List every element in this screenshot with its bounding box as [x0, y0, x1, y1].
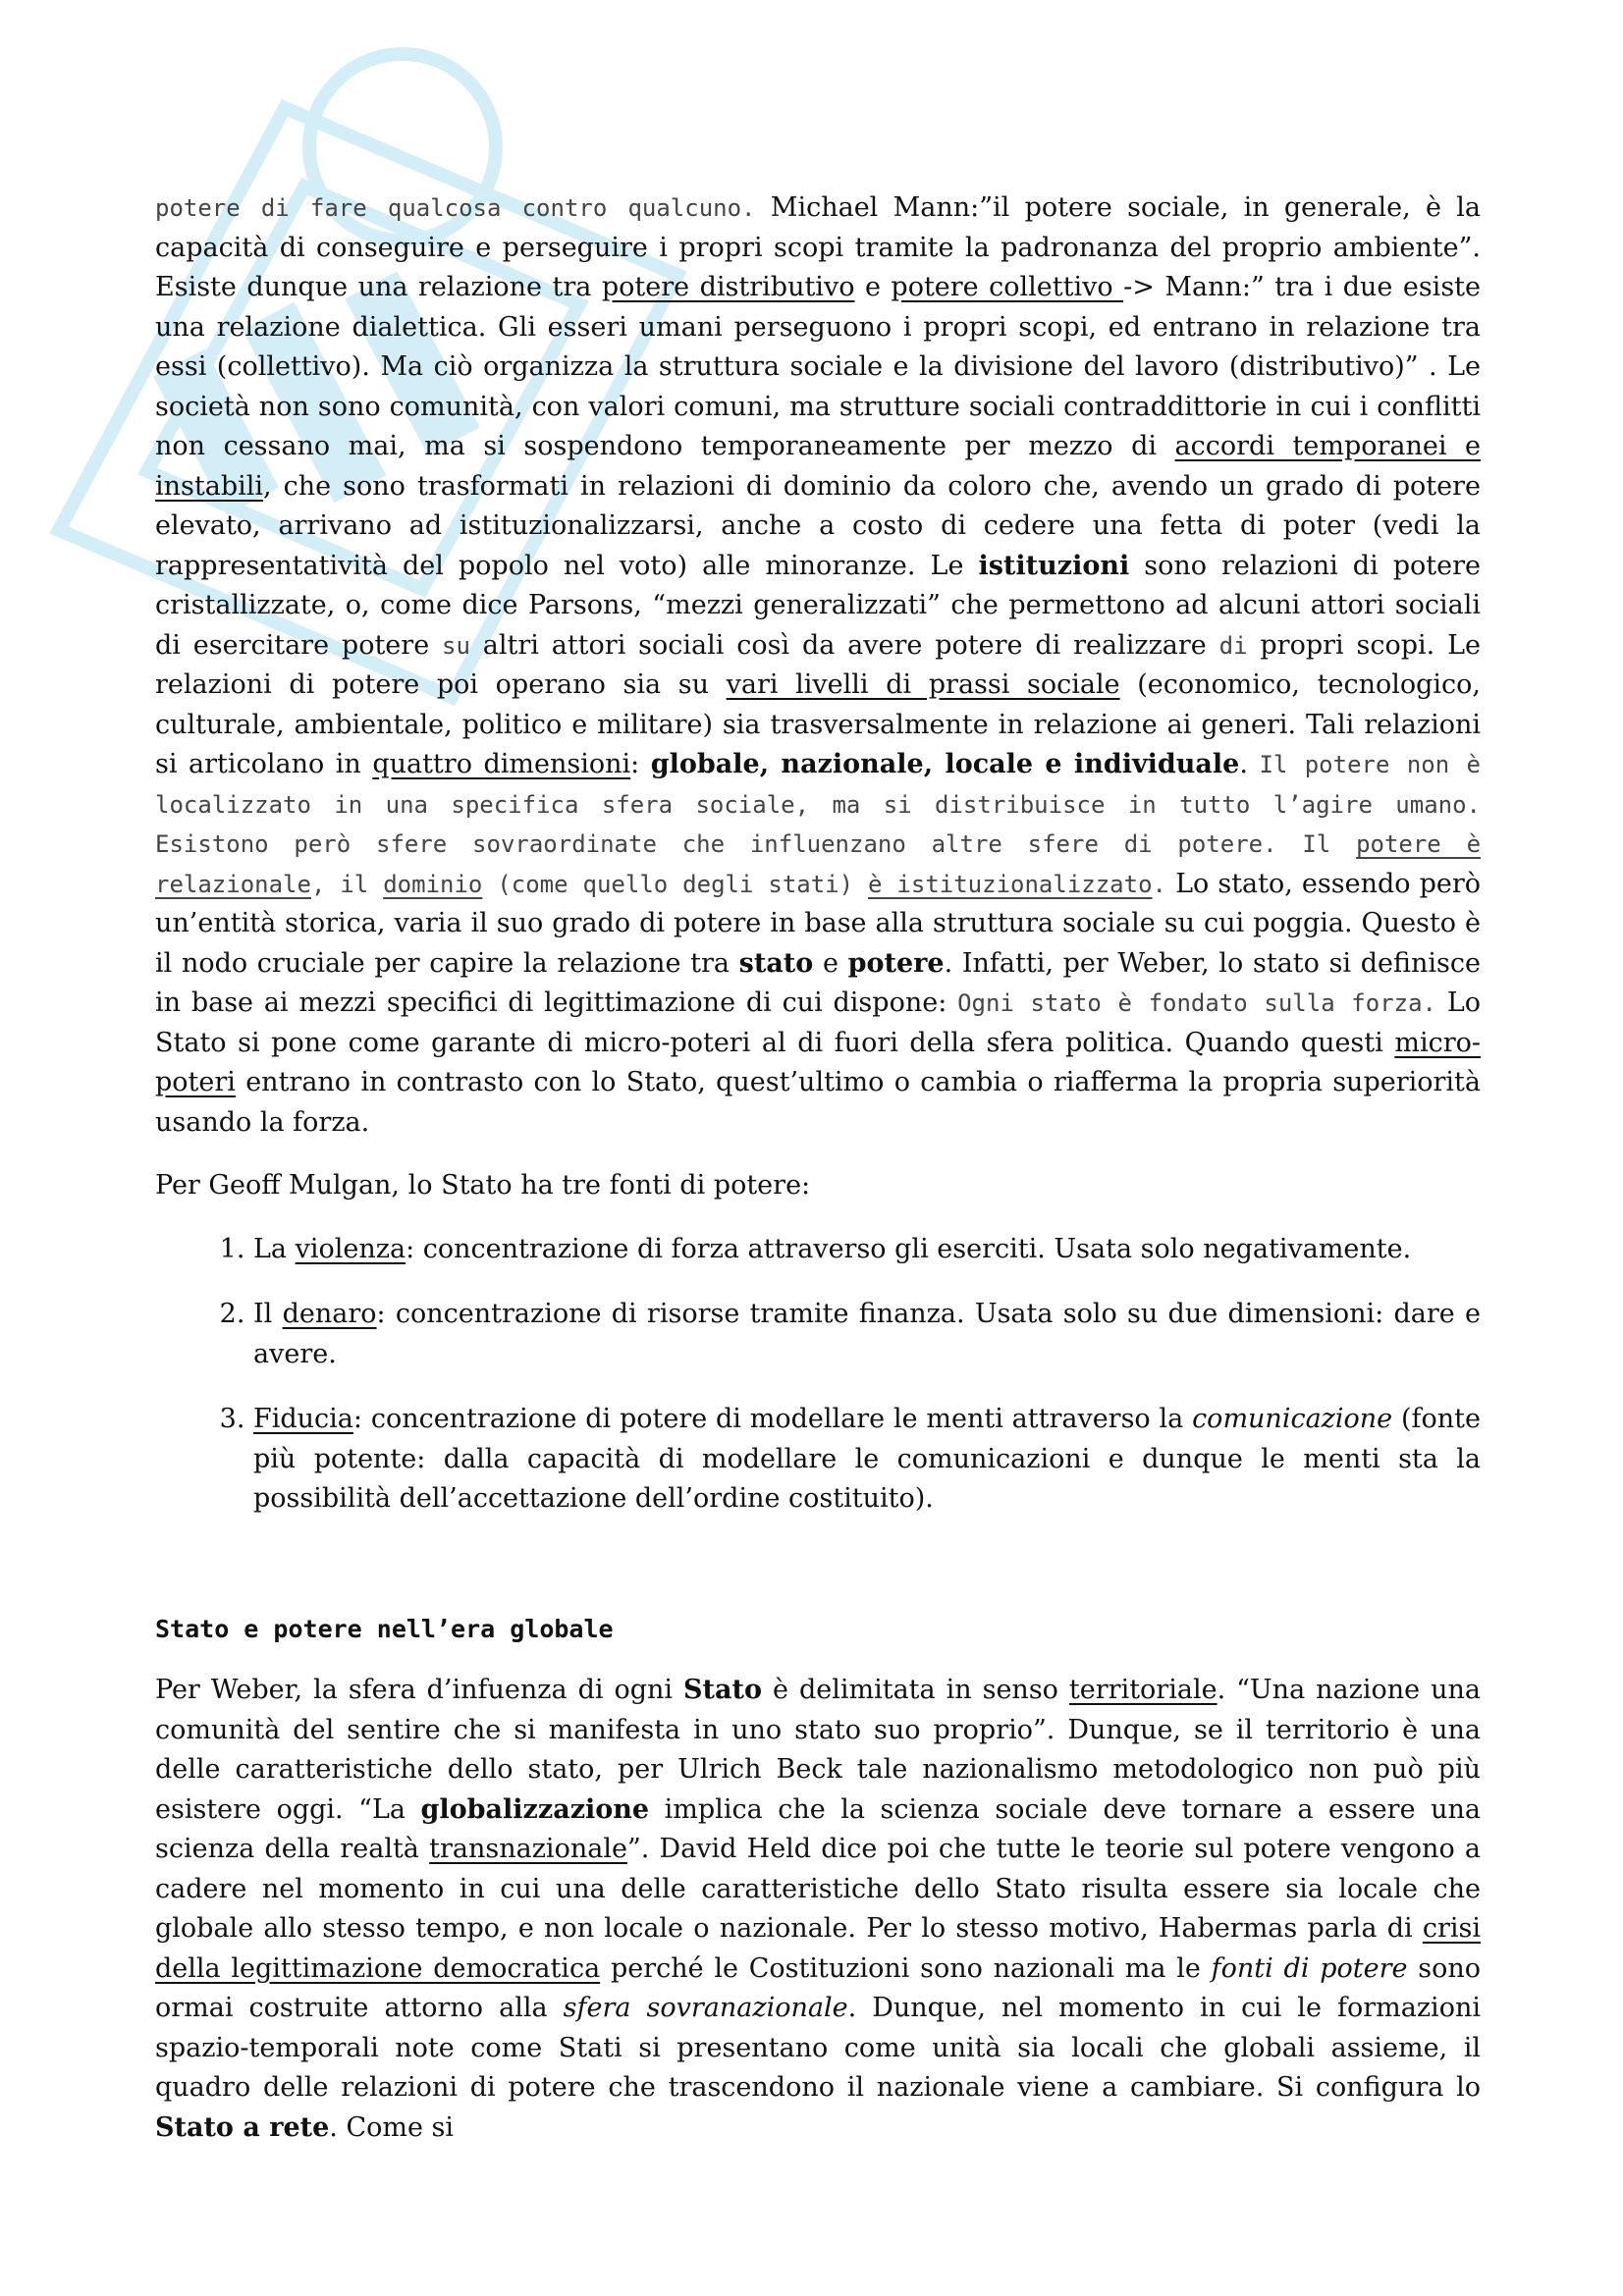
list-item: 2. Il denaro: concentrazione di risorse tramite finanza. Usata solo su due dimensioni: dare e avere.	[253, 1295, 1481, 1374]
list-item: 3. Fiducia: concentrazione di potere di modellare le menti attraverso la comunicazione (fonte più potente: dalla capacità di modellare le comunicazioni e dunque le menti sta la possibilità dell’accettazione dell’ordine costituito).	[253, 1400, 1481, 1520]
document-body	[155, 188, 1481, 2148]
paragraph-global-state: Per Weber, la sfera d’infuenza di ogni Stato è delimitata in senso territoriale. “Una nazione una comunità del sentire che si manifesta in uno stato suo proprio”. Dunque, se il territorio è una delle caratteristiche dello stato, per Ulrich Beck tale nazionalismo metodologico non può più esistere oggi. “La globalizzazione implica che la scienza sociale deve tornare a essere una scienza della realtà transnazionale”. David Held dice poi che tutte le teorie sul potere vengono a cadere nel momento in cui una delle caratteristiche dello Stato risulta essere sia locale che globale allo stesso tempo, e non locale o nazionale. Per lo stesso motivo, Habermas parla di crisi della legittimazione democratica perché le Costituzioni sono nazionali ma le fonti di potere sono ormai costruite attorno alla sfera sovranazionale. Dunque, nel momento in cui le formazioni spazio-temporali note come Stati si presentano come unità sia locali che globali assieme, il quadro delle relazioni di potere che trascendono il nazionale viene a cambiare. Si configura lo Stato a rete. Come si	[155, 1675, 1482, 2143]
paragraph-power: potere di fare qualcosa contro qualcuno. Michael Mann:”il potere sociale, in generale, è la capacità di conseguire e perseguire i propri scopi tramite la padronanza del proprio ambiente”. Esiste dunque una relazione tra potere distributivo e potere collettivo -> Mann:” tra i due esiste una relazione dialettica. Gli esseri umani perseguono i propri scopi, ed entrano in relazione tra essi (collettivo). Ma ciò organizza la struttura sociale e la divisione del lavoro (distributivo)” . Le società non sono comunità, con valori comuni, ma strutture sociali contraddittorie in cui i conflitti non cessano mai, ma si sospendono temporaneamente per mezzo di accordi temporanei e instabili, che sono trasformati in relazioni di dominio da coloro che, avendo un grado di potere elevato, arrivano ad istituzionalizzarsi, anche a costo di cedere una fetta di poter (vedi la rappresentatività del popolo nel voto) alle minoranze. Le istituzioni sono relazioni di potere cristallizzate, o, come dice Parsons, “mezzi generalizzati” che permettono ad alcuni attori sociali di esercitare potere su altri attori sociali così da avere potere di realizzare di propri scopi. Le relazioni di potere poi operano sia su vari livelli di prassi sociale (economico, tecnologico, culturale, ambientale, politico e militare) sia trasversalmente in relazione ai generi. Tali relazioni si articolano in quattro dimensioni: globale, nazionale, locale e individuale. Il potere non è localizzato in una specifica sfera sociale, ma si distribuisce in tutto l’agire umano. Esistono però sfere sovraordinate che influenzano altre sfere di potere. Il potere è relazionale, il dominio (come quello degli stati) è istituzionalizzato. Lo stato, essendo però un’entità storica, varia il suo grado di potere in base alla struttura sociale su cui poggia. Questo è il nodo cruciale per capire la relazione tra stato e potere. Infatti, per Weber, lo stato si definisce in base ai mezzi specifici di legittimazione di cui dispone: Ogni stato è fondato sulla forza. Lo Stato si pone come garante di micro-poteri al di fuori della sfera politica. Quando questi micro-poteri entrano in contrasto con lo Stato, quest’ultimo o cambia o riafferma la propria superiorità usando la forza.	[155, 192, 1482, 1138]
list-item: 1. La violenza: concentrazione di forza attraverso gli eserciti. Usata solo negativamente.	[253, 1230, 1481, 1270]
section-heading: Stato e potere nell’era globale	[155, 1614, 614, 1643]
power-sources-list	[155, 1230, 1481, 1520]
paragraph-mulgan-intro: Per Geoff Mulgan, lo Stato ha tre fonti di potere:	[155, 1170, 811, 1201]
